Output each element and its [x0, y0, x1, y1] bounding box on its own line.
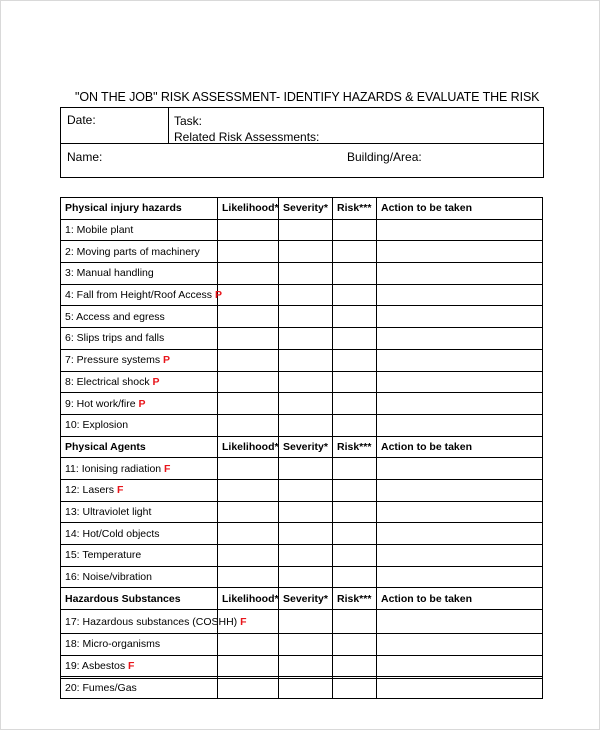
severity-input-cell[interactable] [279, 284, 333, 306]
action-input-cell[interactable] [377, 545, 543, 567]
action-input-cell[interactable] [377, 523, 543, 545]
hazard-row [61, 393, 543, 415]
likelihood-input-cell[interactable] [218, 349, 279, 371]
action-input-cell[interactable] [377, 241, 543, 263]
likelihood-input-cell[interactable] [218, 284, 279, 306]
hazard-flag: F [116, 484, 124, 497]
hazard-row [61, 263, 543, 285]
risk-input-cell[interactable] [333, 501, 377, 523]
column-header-severity: Severity* [279, 198, 333, 220]
hazard-label: 12: Lasers [65, 484, 115, 497]
likelihood-input-cell[interactable] [218, 634, 279, 656]
hazard-row [61, 371, 543, 393]
likelihood-input-cell[interactable] [218, 241, 279, 263]
severity-input-cell[interactable] [279, 414, 333, 436]
likelihood-input-cell[interactable] [218, 523, 279, 545]
hazard-label-cell [61, 566, 218, 588]
likelihood-input-cell[interactable] [218, 371, 279, 393]
hazard-row [61, 677, 543, 699]
severity-input-cell[interactable] [279, 393, 333, 415]
building-area-label: Building/Area: [347, 150, 422, 164]
hazard-label-cell [61, 219, 218, 241]
table-bottom-edge [60, 678, 542, 679]
hazard-row [61, 479, 543, 501]
hazard-label-cell [61, 263, 218, 285]
section-heading: Physical Agents [61, 436, 218, 458]
action-input-cell[interactable] [377, 501, 543, 523]
section-header-row [61, 588, 543, 610]
severity-input-cell[interactable] [279, 655, 333, 677]
hazard-flag: F [164, 462, 171, 475]
risk-input-cell[interactable] [333, 545, 377, 567]
hazard-label: 11: Ionising radiation [65, 462, 162, 475]
hazard-row [61, 655, 543, 677]
column-header-likelihood: Likelihood* [218, 436, 279, 458]
likelihood-input-cell[interactable] [218, 306, 279, 328]
hazard-label: 17: Hazardous substances (COSHH) [65, 615, 238, 628]
hazard-label-cell [61, 241, 218, 263]
hazard-label-cell [61, 677, 218, 699]
hazard-row [61, 349, 543, 371]
hazard-row [61, 501, 543, 523]
section-heading: Hazardous Substances [61, 588, 218, 610]
action-input-cell[interactable] [377, 371, 543, 393]
severity-input-cell[interactable] [279, 328, 333, 350]
date-label: Date: [67, 113, 96, 127]
hazard-label-cell [61, 655, 218, 677]
risk-input-cell[interactable] [333, 219, 377, 241]
column-header-risk: Risk*** [333, 198, 377, 220]
risk-input-cell[interactable] [333, 371, 377, 393]
hazard-label: 4: Fall from Height/Roof Access [65, 289, 213, 302]
action-input-cell[interactable] [377, 677, 543, 699]
column-header-severity: Severity* [279, 436, 333, 458]
column-header-action: Action to be taken [377, 436, 543, 458]
likelihood-input-cell[interactable] [218, 566, 279, 588]
severity-input-cell[interactable] [279, 219, 333, 241]
hazard-label-cell [61, 284, 222, 306]
likelihood-input-cell[interactable] [218, 545, 279, 567]
severity-input-cell[interactable] [279, 545, 333, 567]
action-input-cell[interactable] [377, 263, 543, 285]
hazard-label: 3: Manual handling [65, 267, 154, 280]
hazard-label-cell [61, 414, 218, 436]
likelihood-input-cell[interactable] [218, 501, 279, 523]
severity-input-cell[interactable] [279, 306, 333, 328]
severity-input-cell[interactable] [279, 349, 333, 371]
severity-input-cell[interactable] [279, 479, 333, 501]
hazard-label-cell [61, 610, 247, 634]
hazard-row [61, 284, 543, 306]
risk-input-cell[interactable] [333, 306, 377, 328]
hazard-label: 10: Explosion [65, 419, 129, 432]
risk-input-cell[interactable] [333, 458, 377, 480]
hazard-label: 2: Moving parts of machinery [65, 245, 200, 258]
severity-input-cell[interactable] [279, 458, 333, 480]
risk-input-cell[interactable] [333, 241, 377, 263]
hazard-row [61, 523, 543, 545]
action-input-cell[interactable] [377, 634, 543, 656]
severity-input-cell[interactable] [279, 523, 333, 545]
action-input-cell[interactable] [377, 458, 543, 480]
hazards-table [60, 197, 543, 699]
hazard-label-cell [61, 393, 218, 415]
risk-input-cell[interactable] [333, 610, 377, 634]
likelihood-input-cell[interactable] [218, 263, 279, 285]
severity-input-cell[interactable] [279, 634, 333, 656]
hazard-flag: F [128, 660, 135, 673]
section-header-row [61, 198, 543, 220]
hazard-row [61, 414, 543, 436]
action-input-cell[interactable] [377, 219, 543, 241]
name-label: Name: [67, 150, 103, 164]
action-input-cell[interactable] [377, 306, 543, 328]
page-title: "ON THE JOB" RISK ASSESSMENT- IDENTIFY HAZARDS & EVALUATE THE RISK [75, 90, 540, 104]
risk-input-cell[interactable] [333, 284, 377, 306]
hazard-row [61, 634, 543, 656]
hazard-label-cell [61, 501, 218, 523]
hazard-label: 8: Electrical shock [65, 375, 150, 388]
hazard-flag: P [138, 397, 146, 410]
hazard-label: 15: Temperature [65, 549, 142, 562]
column-header-risk: Risk*** [333, 436, 377, 458]
hazard-flag: P [152, 375, 160, 388]
action-input-cell[interactable] [377, 414, 543, 436]
action-input-cell[interactable] [377, 284, 543, 306]
column-header-likelihood: Likelihood* [218, 198, 279, 220]
risk-input-cell[interactable] [333, 263, 377, 285]
action-input-cell[interactable] [377, 610, 543, 634]
severity-input-cell[interactable] [279, 677, 333, 699]
hazard-label: 7: Pressure systems [65, 354, 161, 367]
hazard-label: 1: Mobile plant [65, 224, 134, 237]
hazard-flag: P [163, 354, 171, 367]
hazard-label: 14: Hot/Cold objects [65, 527, 160, 540]
hazard-row [61, 219, 543, 241]
risk-input-cell[interactable] [333, 655, 377, 677]
hazard-label-cell [61, 306, 218, 328]
hazard-row [61, 306, 543, 328]
hazard-label: 16: Noise/vibration [65, 571, 152, 584]
action-input-cell[interactable] [377, 328, 543, 350]
task-label: Task: [174, 114, 203, 128]
hazard-row [61, 610, 543, 634]
related-assessments-label: Related Risk Assessments: [174, 130, 320, 144]
task-field[interactable] [169, 108, 544, 144]
hazard-label-cell [61, 523, 218, 545]
section-heading: Physical injury hazards [61, 198, 218, 220]
risk-input-cell[interactable] [333, 393, 377, 415]
hazard-row [61, 545, 543, 567]
hazard-label-cell [61, 479, 218, 501]
column-header-action: Action to be taken [377, 588, 543, 610]
hazard-row [61, 458, 543, 480]
name-building-field[interactable] [61, 144, 544, 178]
severity-input-cell[interactable] [279, 241, 333, 263]
hazard-label: 5: Access and egress [65, 310, 165, 323]
hazard-flag: F [240, 615, 247, 628]
hazard-label-cell [61, 545, 218, 567]
hazard-label: 20: Fumes/Gas [65, 681, 137, 694]
hazard-label-cell [61, 371, 218, 393]
severity-input-cell[interactable] [279, 371, 333, 393]
risk-input-cell[interactable] [333, 479, 377, 501]
column-header-likelihood: Likelihood* [218, 588, 279, 610]
risk-input-cell[interactable] [333, 328, 377, 350]
hazard-label: 18: Micro-organisms [65, 638, 161, 651]
column-header-risk: Risk*** [333, 588, 377, 610]
hazard-label-cell [61, 458, 218, 480]
action-input-cell[interactable] [377, 655, 543, 677]
hazard-label: 9: Hot work/fire [65, 397, 136, 410]
risk-input-cell[interactable] [333, 677, 377, 699]
severity-input-cell[interactable] [279, 610, 333, 634]
action-input-cell[interactable] [377, 566, 543, 588]
severity-input-cell[interactable] [279, 566, 333, 588]
hazard-row [61, 328, 543, 350]
action-input-cell[interactable] [377, 393, 543, 415]
risk-input-cell[interactable] [333, 634, 377, 656]
likelihood-input-cell[interactable] [218, 458, 279, 480]
likelihood-input-cell[interactable] [218, 328, 279, 350]
severity-input-cell[interactable] [279, 501, 333, 523]
action-input-cell[interactable] [377, 349, 543, 371]
hazard-label: 19: Asbestos [65, 660, 126, 673]
hazard-label: 13: Ultraviolet light [65, 505, 152, 518]
risk-input-cell[interactable] [333, 523, 377, 545]
date-field[interactable] [61, 108, 169, 144]
likelihood-input-cell[interactable] [218, 655, 279, 677]
hazard-label-cell [61, 349, 218, 371]
likelihood-input-cell[interactable] [218, 479, 279, 501]
severity-input-cell[interactable] [279, 263, 333, 285]
risk-input-cell[interactable] [333, 414, 377, 436]
hazard-row [61, 566, 543, 588]
action-input-cell[interactable] [377, 479, 543, 501]
hazard-label: 6: Slips trips and falls [65, 332, 165, 345]
risk-input-cell[interactable] [333, 349, 377, 371]
likelihood-input-cell[interactable] [218, 414, 279, 436]
assessment-info-table [60, 107, 544, 178]
hazard-label-cell [61, 328, 218, 350]
hazard-label-cell [61, 634, 218, 656]
column-header-action: Action to be taken [377, 198, 543, 220]
column-header-severity: Severity* [279, 588, 333, 610]
likelihood-input-cell[interactable] [218, 219, 279, 241]
risk-input-cell[interactable] [333, 566, 377, 588]
hazard-row [61, 241, 543, 263]
hazard-flag: P [214, 289, 222, 302]
section-header-row [61, 436, 543, 458]
likelihood-input-cell[interactable] [218, 677, 279, 699]
likelihood-input-cell[interactable] [218, 393, 279, 415]
